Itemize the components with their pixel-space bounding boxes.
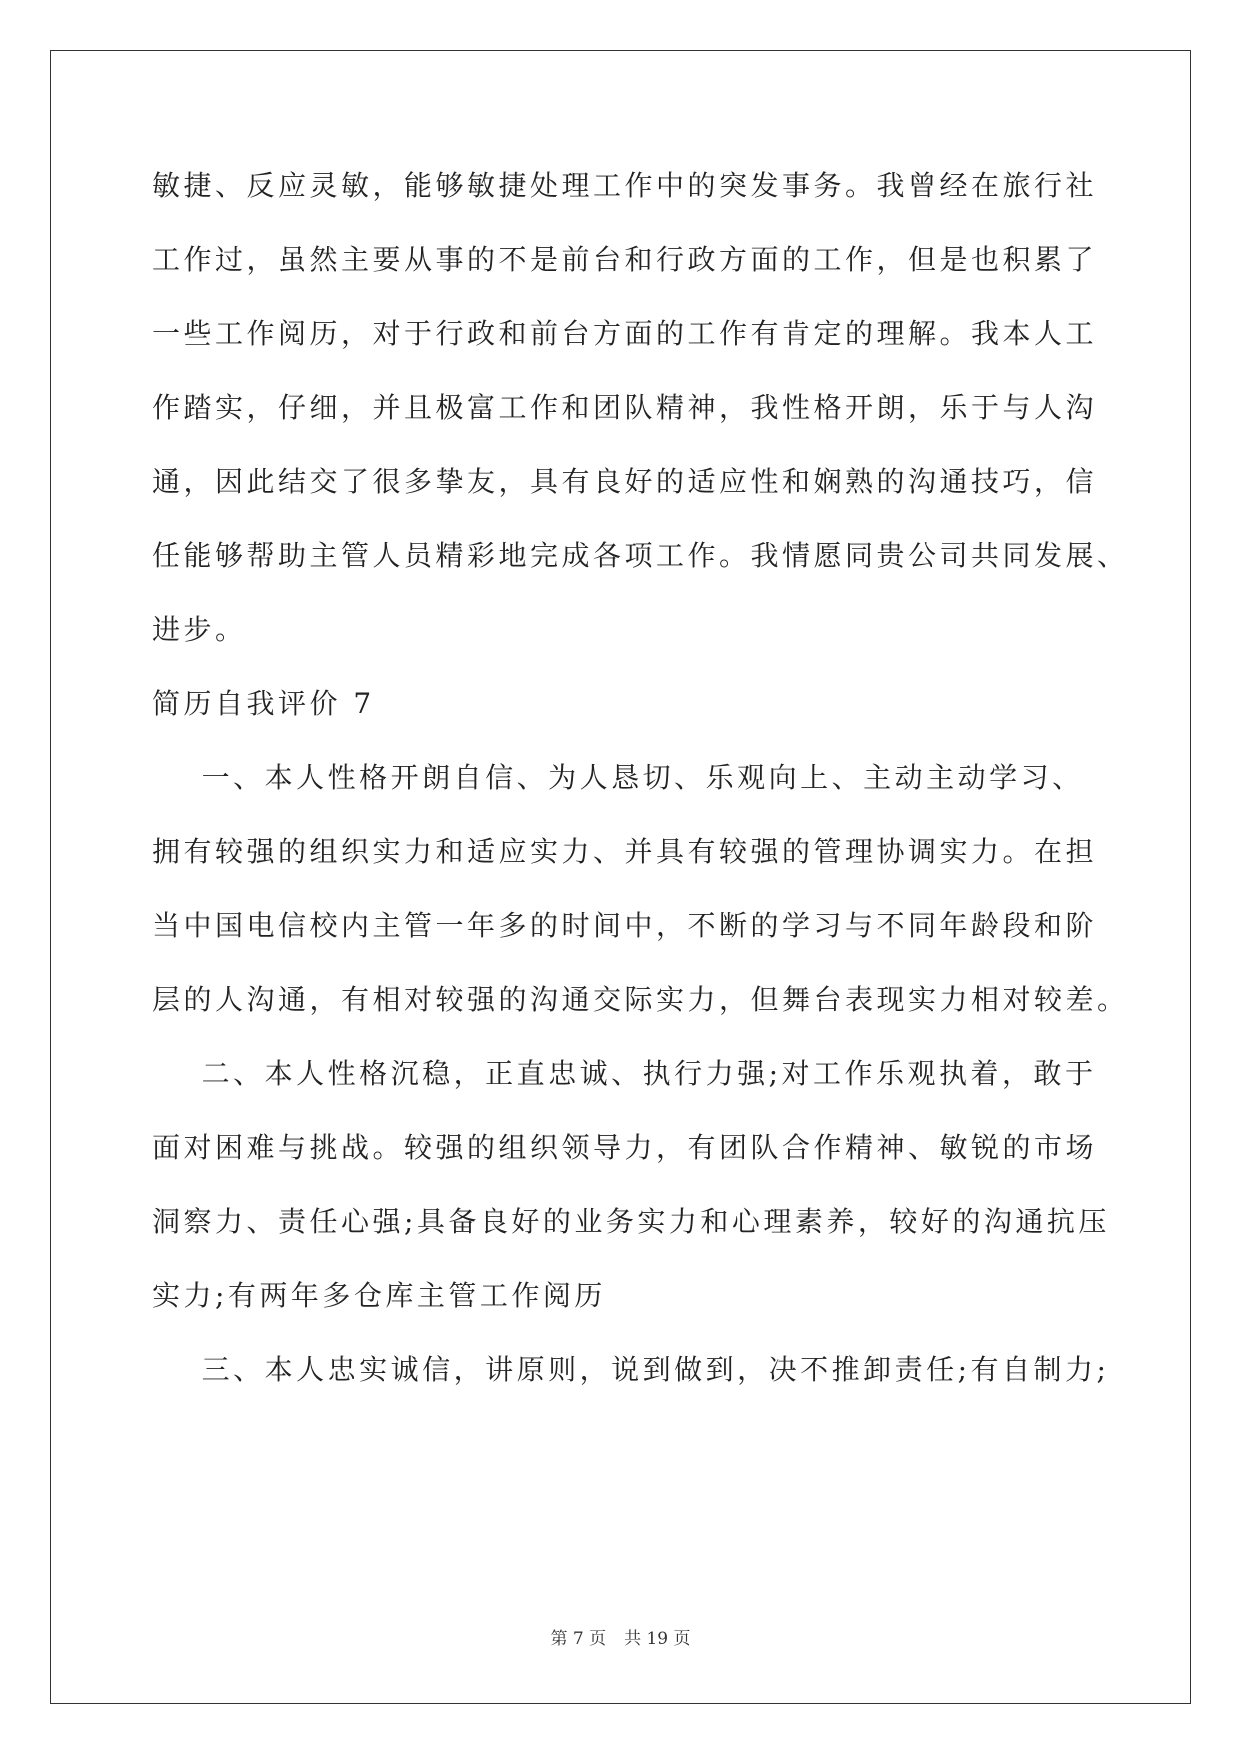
body-line: 通，因此结交了很多挚友，具有良好的适应性和娴熟的沟通技巧，信 <box>152 465 1098 498</box>
page-border <box>50 50 1191 1704</box>
body-line: 拥有较强的组织实力和适应实力、并具有较强的管理协调实力。在担 <box>152 835 1098 868</box>
body-line: 一、本人性格开朗自信、为人恳切、乐观向上、主动主动学习、 <box>152 761 1084 794</box>
page-total: 共 19 页 <box>624 1629 691 1649</box>
body-line: 作踏实，仔细，并且极富工作和团队精神，我性格开朗，乐于与人沟 <box>152 391 1098 424</box>
body-line: 面对困难与挑战。较强的组织领导力，有团队合作精神、敏锐的市场 <box>152 1131 1098 1164</box>
body-line: 三、本人忠实诚信，讲原则，说到做到，决不推卸责任;有自制力; <box>152 1353 1110 1386</box>
body-line: 工作过，虽然主要从事的不是前台和行政方面的工作，但是也积累了 <box>152 243 1098 276</box>
body-line: 任能够帮助主管人员精彩地完成各项工作。我情愿同贵公司共同发展、 <box>152 539 1129 572</box>
body-line: 洞察力、责任心强;具备良好的业务实力和心理素养，较好的沟通抗压 <box>152 1205 1110 1238</box>
section-heading: 简历自我评价 7 <box>152 687 375 720</box>
body-line: 实力;有两年多仓库主管工作阅历 <box>152 1279 606 1312</box>
body-line: 层的人沟通，有相对较强的沟通交际实力，但舞台表现实力相对较差。 <box>152 983 1129 1016</box>
body-line: 敏捷、反应灵敏，能够敏捷处理工作中的突发事务。我曾经在旅行社 <box>152 169 1098 202</box>
body-line: 进步。 <box>152 613 247 646</box>
body-line: 二、本人性格沉稳，正直忠诚、执行力强;对工作乐观执着，敢于 <box>152 1057 1097 1090</box>
page-footer <box>0 1628 1241 1650</box>
page-number: 第 7 页 <box>550 1629 607 1649</box>
body-line: 一些工作阅历，对于行政和前台方面的工作有肯定的理解。我本人工 <box>152 317 1098 350</box>
body-line: 当中国电信校内主管一年多的时间中，不断的学习与不同年龄段和阶 <box>152 909 1098 942</box>
